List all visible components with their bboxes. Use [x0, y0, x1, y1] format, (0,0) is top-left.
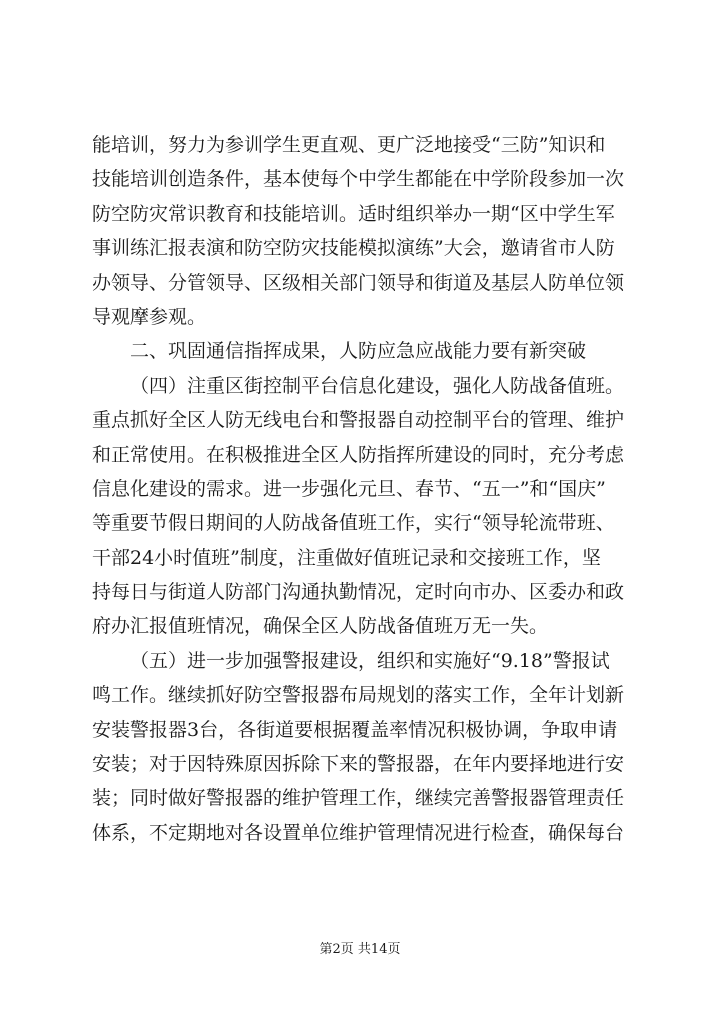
body-line-11: 信息化建设的需求。进一步强化元旦、春节、“五一”和“国庆”: [92, 477, 606, 500]
body-line-2: 技能培训创造条件，基本使每个中学生都能在中学阶段参加一次: [92, 168, 625, 191]
body-line-20: 装；同时做好警报器的维护管理工作，继续完善警报器管理责任: [92, 787, 625, 810]
body-line-17: 鸣工作。继续抓好防空警报器布局规划的落实工作，全年计划新: [92, 684, 625, 707]
section-heading: 二、巩固通信指挥成果，人防应急应战能力要有新突破: [130, 340, 587, 363]
body-line-9: 重点抓好全区人防无线电台和警报器自动控制平台的管理、维护: [92, 409, 625, 432]
body-line-5: 办领导、分管领导、区级相关部门领导和街道及基层人防单位领: [92, 271, 625, 294]
subsection-heading-4: （四）注重区街控制平台信息化建设，强化人防战备值班。: [130, 374, 625, 397]
body-line-13: 干部24小时值班”制度，注重做好值班记录和交接班工作，坚: [92, 546, 601, 569]
body-line-3: 防空防灾常识教育和技能培训。适时组织举办一期“区中学生军: [92, 202, 615, 225]
body-line-6: 导观摩参观。: [92, 305, 207, 328]
body-line-19: 安装；对于因特殊原因拆除下来的警报器，在年内要择地进行安: [92, 753, 625, 776]
body-line-10: 和正常使用。在积极推进全区人防指挥所建设的同时，充分考虑: [92, 443, 625, 466]
document-body: [92, 128, 632, 850]
body-line-4: 事训练汇报表演和防空防灾技能模拟演练”大会，邀请省市人防: [92, 237, 615, 260]
body-line-12: 等重要节假日期间的人防战备值班工作，实行“领导轮流带班、: [92, 512, 615, 535]
page-number-footer: 第2页 共14页: [319, 942, 401, 957]
body-line-18: 安装警报器3台，各街道要根据覆盖率情况积极协调，争取申请: [92, 718, 618, 741]
body-line-14: 持每日与街道人防部门沟通执勤情况，定时向市办、区委办和政: [92, 581, 625, 604]
body-line-1: 能培训，努力为参训学生更直观、更广泛地接受“三防”知识和: [92, 134, 606, 156]
subsection-heading-5: （五）进一步加强警报建设，组织和实施好“9.18”警报试: [130, 649, 610, 672]
body-line-15: 府办汇报值班情况，确保全区人防战备值班万无一失。: [92, 615, 549, 638]
body-line-21: 体系，不定期地对各设置单位维护管理情况进行检查，确保每台: [92, 821, 625, 844]
